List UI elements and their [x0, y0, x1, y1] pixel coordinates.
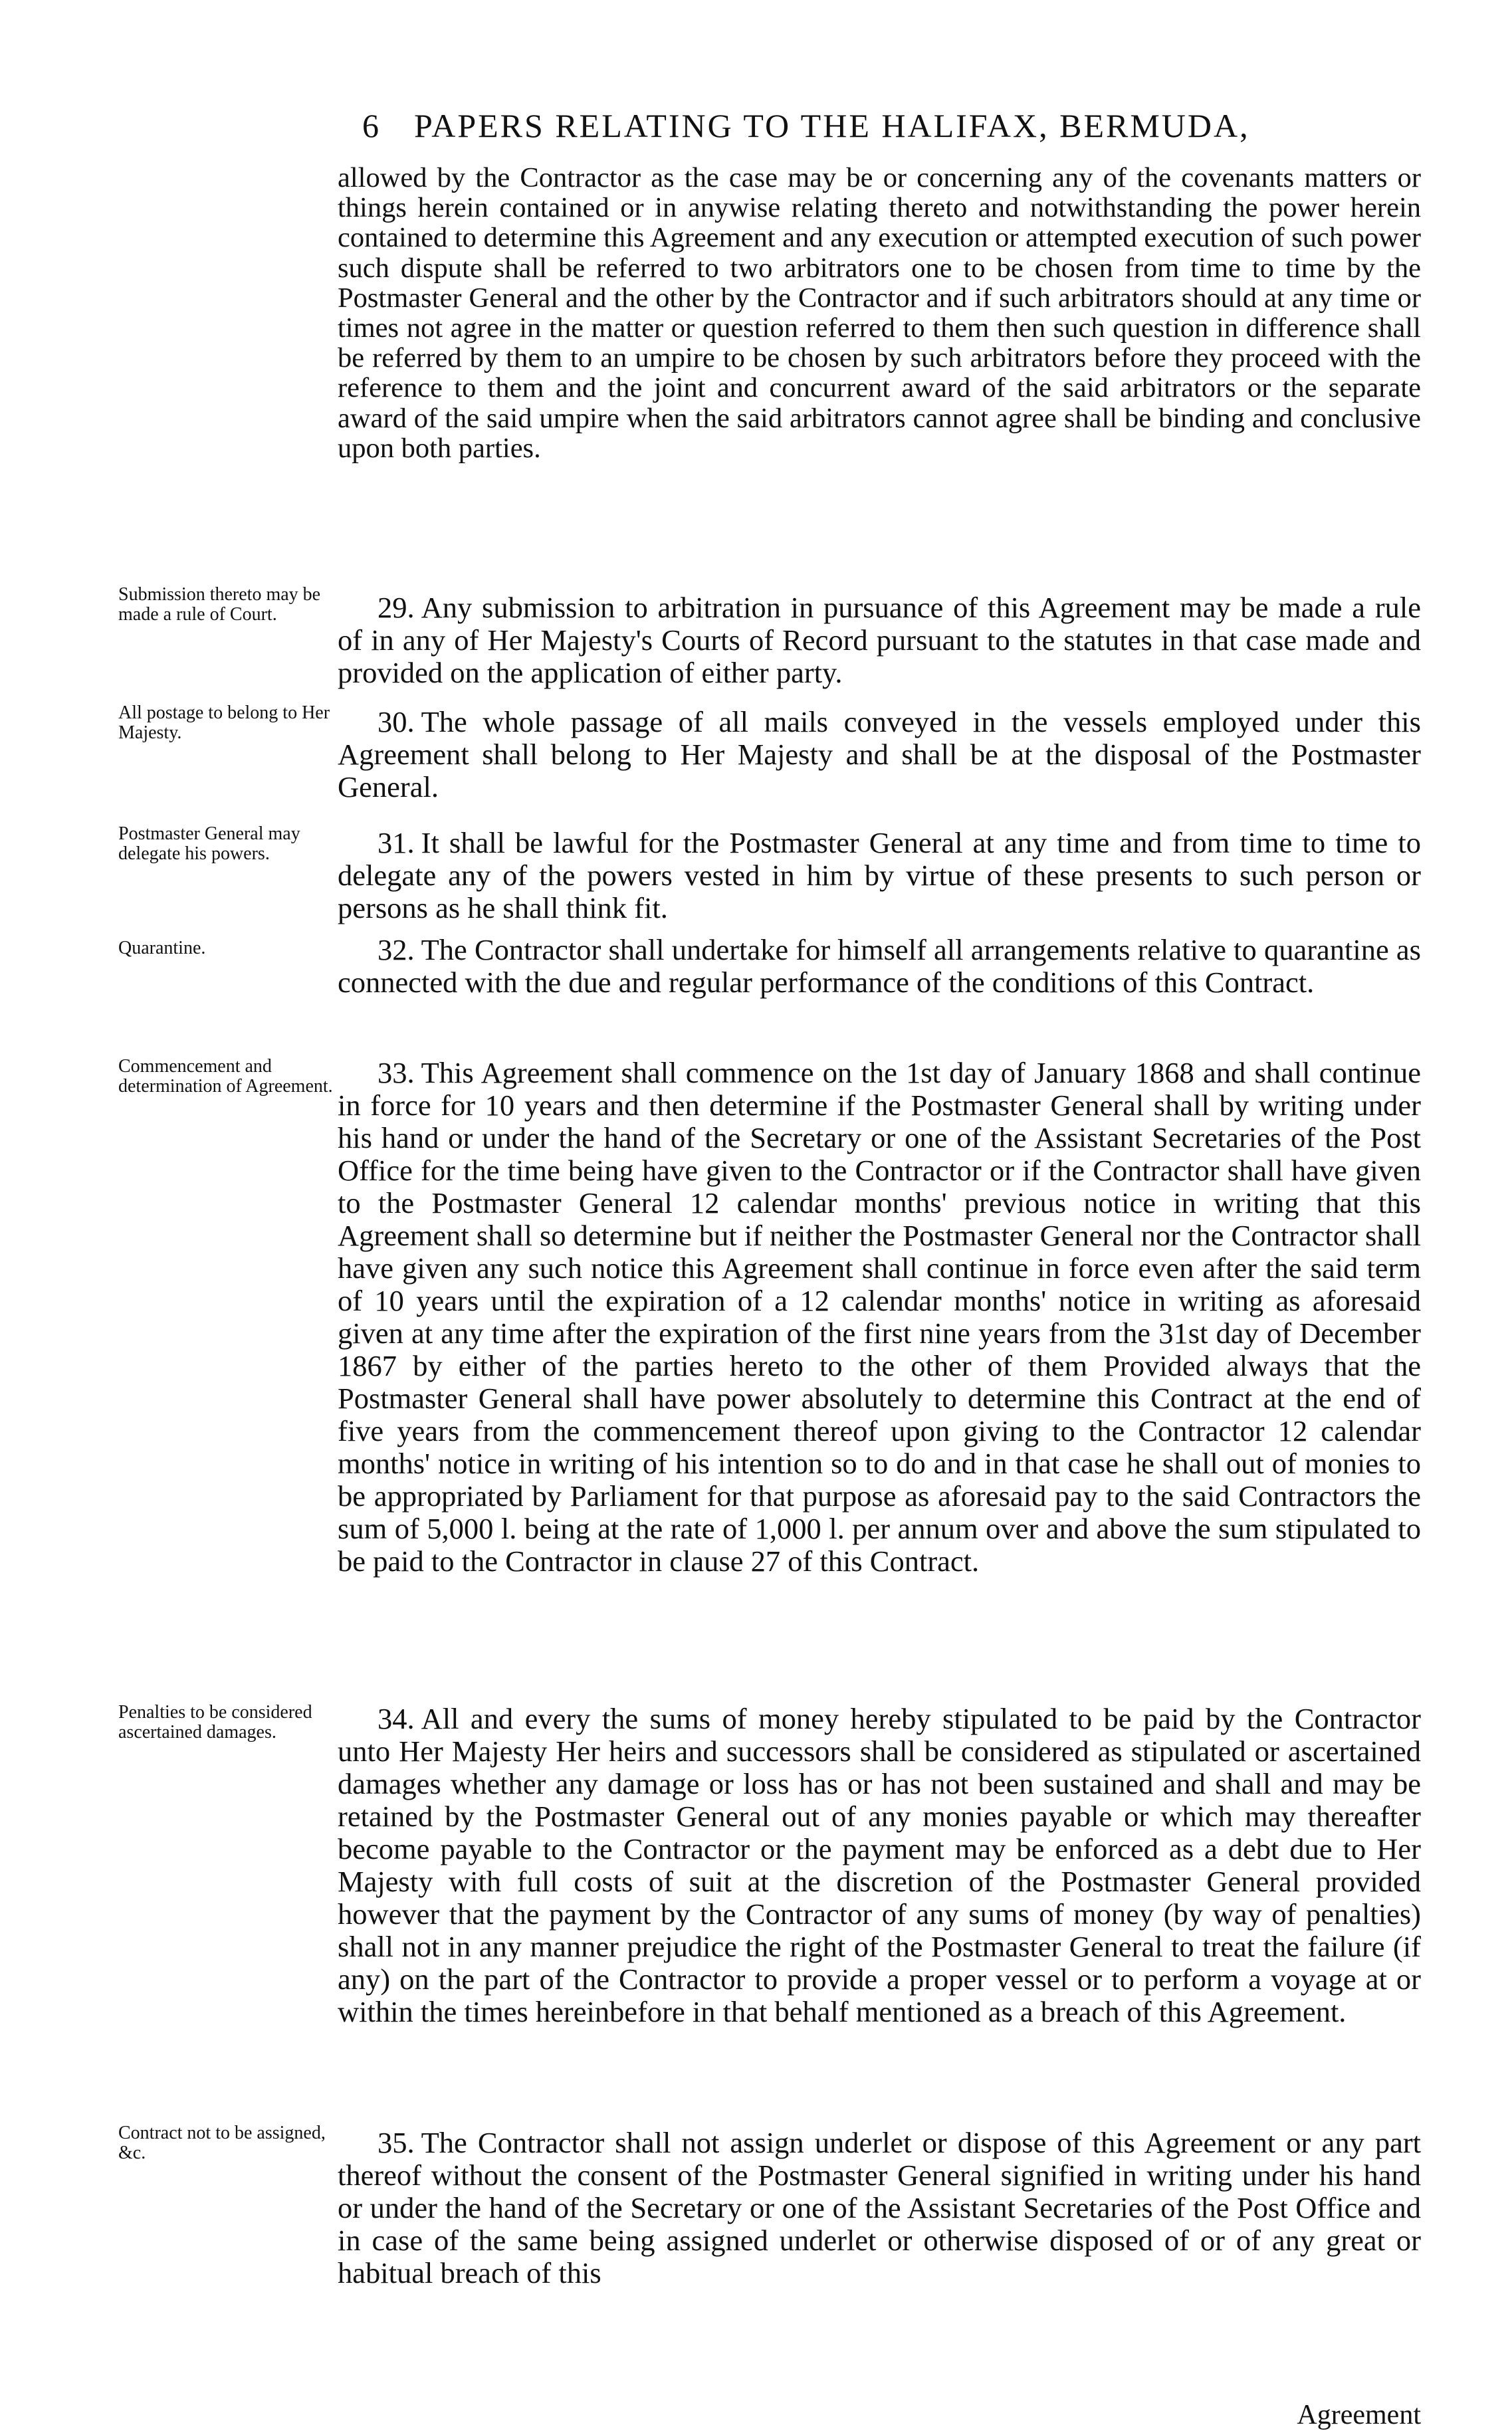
continuation-paragraph: allowed by the Contractor as the case may be or concerning any of the covenants matters or things herein contained or in anywise relating thereto and notwithstanding the power herein contained to determine this Agreement and any execution or attempted execution of such power such dispute shall be referred to two arbitrators one to be chosen from time to time by the Postmaster General and the other by the Contractor and if such arbitrators should at any time or times not agree in the matter or question referred to them then such question in difference shall be referred by them to an umpire to be chosen by such arbitrators before they proceed with the reference to them and the joint and concurrent award of the said arbitrators or the separate award of the said umpire when the said arbitrators cannot agree shall be binding and conclusive upon both parties.: [338, 162, 1421, 464]
clause-29: [338, 591, 1421, 689]
clause-text: The Contractor shall not assign underlet or dispose of this Agreement or any part thereof without the consent of the Postmaster General signified in writing under his hand or under the hand of the Secretary or one of the Assistant Secretaries of the Post Office and in case of the same being assigned underlet or otherwise disposed of or of any great or habitual breach of this: [338, 2126, 1421, 2289]
margin-note-29: Submission thereto may be made a rule of Court.: [118, 584, 321, 625]
clause-text: This Agreement shall commence on the 1st day of January 1868 and shall continue in force for 10 years and then determine if the Postmaster General shall by writing under his hand or under the hand of the Secretary or one of the Assistant Secretaries of the Post Office for the time being have given to the Contractor or if the Contractor shall have given to the Postmaster General 12 calendar months' previous notice in writing that this Agreement shall so determine but if neither the Postmaster General nor the Contractor shall have given any such notice this Agreement shall continue in force even after the said term of 10 years until the expiration of a 12 calendar months' notice in writing as aforesaid given at any time after the expiration of the first nine years from the 31st day of December 1867 by either of the parties hereto to the other of them Provided always that the Postmaster General shall have power absolutely to determine this Contract at the end of five years from the commencement thereof upon giving to the Contractor 12 calendar months' notice in writing of his intention so to do and in that case he shall out of monies to be appropriated by Parliament for that purpose as aforesaid pay to the said Contractors the sum of 5,000 l. being at the rate of 1,000 l. per annum over and above the sum stipulated to be paid to the Contractor in clause 27 of this Contract.: [338, 1056, 1421, 1578]
margin-note-35: Contract not to be assigned, &c.: [118, 2123, 326, 2163]
catchword: Agreement: [1297, 2400, 1421, 2430]
clause-text: It shall be lawful for the Postmaster General at any time and from time to time to delegate any of the powers vested in him by virtue of these presents to such person or persons as he shall think fit.: [338, 826, 1421, 924]
clause-34: [338, 1703, 1421, 2028]
margin-note-30: All postage to belong to Her Majesty.: [118, 702, 330, 743]
clause-32: [338, 934, 1421, 999]
clause-number: 32.: [378, 933, 415, 966]
clause-number: 34.: [378, 1702, 415, 1735]
clause-number: 31.: [378, 826, 415, 859]
clause-35: [338, 2127, 1421, 2289]
clause-number: 35.: [378, 2126, 415, 2159]
clause-number: 33.: [378, 1056, 415, 1089]
clause-30: [338, 706, 1421, 803]
clause-31: [338, 827, 1421, 924]
clause-number: 30.: [378, 705, 415, 738]
margin-note-34: Penalties to be considered ascertained damages.: [118, 1702, 312, 1743]
clause-text: Any submission to arbitration in pursuance of this Agreement may be made a rule of in any of Her Majesty's Courts of Record pursuant to the statutes in that case made and provided on the application of either party.: [338, 591, 1421, 689]
margin-note-31: Postmaster General may delegate his powers.: [118, 823, 300, 864]
margin-note-33: Commencement and determination of Agreement.: [118, 1056, 333, 1097]
clause-text: The Contractor shall undertake for himself all arrangements relative to quarantine as connected with the due and regular performance of the conditions of this Contract.: [338, 933, 1421, 999]
clause-text: All and every the sums of money hereby stipulated to be paid by the Contractor unto Her Majesty Her heirs and successors shall be considered as stipulated or ascertained damages whether any damage or loss has or has not been sustained and shall and may be retained by the Postmaster General out of any monies payable or which may thereafter become payable to the Contractor or the payment may be enforced as a debt due to Her Majesty with full costs of suit at the discretion of the Postmaster General provided however that the payment by the Contractor of any sums of money (by way of penalties) shall not in any manner prejudice the right of the Postmaster General to treat the failure (if any) on the part of the Contractor to provide a proper vessel or to perform a voyage at or within the times hereinbefore in that behalf mentioned as a breach of this Agreement.: [338, 1702, 1421, 2028]
clause-33: [338, 1057, 1421, 1578]
clause-text: The whole passage of all mails conveyed in the vessels employed under this Agreement shall belong to Her Majesty and shall be at the disposal of the Postmaster General.: [338, 705, 1421, 803]
clause-number: 29.: [378, 591, 415, 624]
running-title: PAPERS RELATING TO THE HALIFAX, BERMUDA,: [414, 107, 1250, 144]
page-number: 6: [362, 107, 381, 144]
page-header: [362, 106, 1426, 145]
margin-note-32: Quarantine.: [118, 938, 206, 958]
